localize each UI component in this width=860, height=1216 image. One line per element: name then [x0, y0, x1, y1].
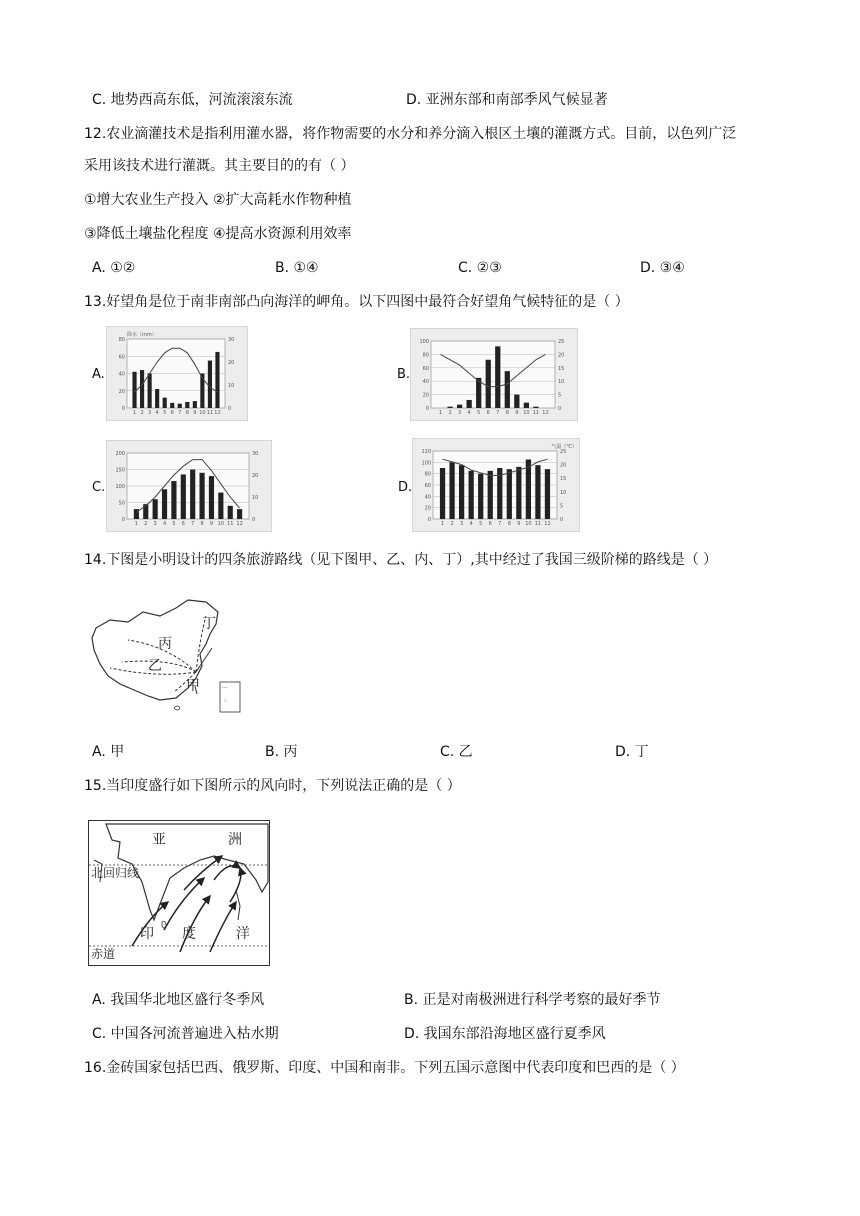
month-tick-label-a-8: 8: [185, 410, 189, 416]
q14-stem: 14.下图是小明设计的四条旅游路线（见下图甲、乙、内、丁）,其中经过了我国三级阶梯的路线是（ ）: [84, 552, 718, 568]
precip-bar-a-7: [178, 404, 182, 408]
map-label-bing: 丙: [158, 636, 172, 652]
month-tick-label-a-5: 5: [163, 410, 167, 416]
precip-bar-d-1: [440, 468, 445, 519]
month-tick-label-c-11: 11: [227, 521, 234, 527]
month-tick-label-d-9: 9: [517, 521, 521, 527]
precip-bar-b-6: [486, 360, 491, 408]
precip-bar-c-8: [199, 473, 204, 519]
precip-bar-a-12: [215, 352, 219, 408]
temp-tick-label-a-2: 10: [228, 383, 235, 389]
q14-option-b: B. 丙: [265, 744, 298, 760]
month-tick-label-a-2: 2: [140, 410, 144, 416]
month-tick-label-b-2: 2: [448, 410, 452, 416]
q12-option-c: C. ②③: [458, 260, 502, 276]
map-label-jia: 甲: [186, 678, 200, 694]
temp-tick-label-d-0: 25: [560, 449, 567, 455]
climate-chart-c-svg: [107, 441, 271, 531]
month-tick-label-c-10: 10: [217, 521, 225, 527]
q15-stem: 15.当印度盛行如下图所示的风向时，下列说法正确的是（ ）: [84, 778, 461, 794]
precip-bar-a-5: [163, 398, 167, 408]
q12-items-line2: ③降低土壤盐化程度 ④提高水资源利用效率: [84, 226, 352, 242]
month-tick-label-a-1: 1: [132, 410, 137, 416]
q15-option-d: D. 我国东部沿海地区盛行夏季风: [404, 1026, 606, 1042]
q12-option-d: D. ③④: [640, 260, 685, 276]
temp-tick-label-c-0: 30: [252, 451, 259, 457]
month-tick-label-d-12: 12: [544, 521, 551, 527]
precip-bar-b-9: [514, 395, 519, 408]
month-tick-label-b-11: 11: [532, 410, 540, 416]
month-tick-label-d-10: 10: [525, 521, 532, 527]
month-tick-label-d-8: 8: [507, 521, 511, 527]
month-tick-label-b-9: 9: [515, 410, 519, 416]
precip-bar-a-3: [148, 374, 152, 409]
q13-label-c: C.: [92, 480, 106, 495]
month-tick-label-c-2: 2: [144, 521, 148, 527]
q13-label-a: A.: [92, 367, 105, 382]
precip-tick-label-a-3: 20: [118, 388, 125, 395]
climate-chart-b: [410, 328, 578, 421]
q15-option-b: B. 正是对南极洲进行科学考察的最好季节: [404, 992, 661, 1008]
q14-option-d: D. 丁: [615, 744, 649, 760]
map-label-ya: 亚: [152, 832, 166, 848]
temp-tick-label-a-3: 0: [228, 406, 232, 412]
month-tick-label-c-3: 3: [153, 521, 157, 527]
q15-option-c: C. 中国各河流普遍进入枯水期: [92, 1026, 279, 1042]
month-tick-label-c-7: 7: [191, 521, 195, 527]
q13-stem: 13.好望角是位于南非南部凸向海洋的岬角。以下四图中最符合好望角气候特征的是（ ）: [84, 294, 629, 310]
q12-option-b: B. ①④: [275, 260, 319, 276]
map-label-ding: 丁: [202, 616, 216, 632]
precip-bar-d-10: [526, 460, 531, 520]
month-tick-label-d-2: 2: [450, 521, 454, 527]
temp-tick-label-c-1: 20: [252, 473, 259, 479]
precip-tick-label-a-1: 60: [118, 354, 125, 361]
precip-tick-label-c-2: 100: [115, 484, 125, 490]
month-tick-label-c-12: 12: [236, 521, 243, 527]
q14-option-a: A. 甲: [92, 744, 125, 760]
precip-bar-c-3: [153, 499, 158, 519]
precip-tick-label-c-4: 0: [121, 517, 125, 523]
precip-bar-d-11: [535, 465, 540, 519]
precip-tick-label-d-0: 120: [421, 449, 431, 455]
month-tick-label-b-7: 7: [496, 410, 500, 416]
precip-tick-label-c-1: 150: [115, 467, 125, 474]
temp-tick-label-d-1: 20: [560, 462, 567, 469]
precip-tick-label-d-5: 20: [424, 505, 431, 512]
temp-tick-label-b-5: 0: [558, 406, 562, 412]
month-tick-label-c-1: 1: [134, 521, 138, 527]
month-tick-label-b-12: 12: [542, 410, 549, 416]
month-tick-label-b-1: 1: [438, 410, 443, 416]
q12-items-line1: ①增大农业生产投入 ②扩大高耗水作物种植: [84, 192, 352, 208]
q11-option-d: D. 亚洲东部和南部季风气候显著: [406, 92, 608, 108]
month-tick-label-d-4: 4: [469, 521, 473, 527]
temp-tick-label-b-0: 25: [558, 339, 565, 345]
precip-bar-a-4: [155, 389, 159, 408]
q12-stem-line2: 采用该技术进行灌溉。其主要目的的有（ ）: [84, 158, 355, 174]
temp-tick-label-d-5: 0: [560, 517, 564, 523]
map-label-equator: 赤道: [91, 947, 116, 961]
india-monsoon-map: [88, 820, 270, 966]
temp-tick-label-a-1: 20: [228, 360, 235, 366]
precip-bar-b-7: [495, 346, 500, 408]
precip-tick-label-d-4: 40: [424, 494, 431, 501]
precip-bar-c-4: [162, 489, 167, 519]
month-tick-label-b-5: 5: [477, 410, 481, 416]
climate-chart-d: [412, 438, 580, 532]
month-tick-label-a-6: 6: [170, 410, 174, 416]
precip-bar-b-4: [467, 400, 472, 408]
precip-tick-label-b-4: 20: [422, 392, 429, 399]
q12-option-a: A. ①②: [92, 260, 136, 276]
q11-option-c: C. 地势西高东低，河流滚滚东流: [92, 92, 293, 108]
precip-tick-label-d-6: 0: [427, 517, 431, 523]
precip-bar-c-10: [218, 493, 223, 519]
precip-bar-c-11: [228, 506, 233, 519]
temp-tick-label-b-4: 5: [558, 392, 562, 399]
q12-stem-line1: 12.农业滴灌技术是指利用灌水器，将作物需要的水分和养分滴入根区土壤的灌溉方式。目前，以色列广泛: [84, 126, 737, 142]
precip-bar-d-2: [449, 462, 454, 519]
q13-label-d: D.: [398, 480, 413, 495]
precip-bar-b-10: [524, 403, 529, 408]
precip-bar-c-9: [209, 476, 214, 519]
precip-tick-label-a-2: 40: [118, 371, 125, 378]
precip-axis-title-a: 降水（mm）: [127, 332, 157, 338]
month-tick-label-a-4: 4: [155, 410, 159, 416]
month-tick-label-d-11: 11: [534, 521, 542, 527]
precip-bar-b-3: [457, 405, 462, 408]
india-monsoon-map-svg: [88, 820, 270, 966]
precip-bar-a-2: [140, 370, 144, 408]
month-tick-label-c-9: 9: [209, 521, 214, 527]
precip-tick-label-b-1: 80: [422, 352, 429, 359]
month-tick-label-a-11: 11: [206, 410, 214, 416]
climate-chart-d-svg: [413, 439, 579, 531]
temp-tick-label-c-2: 10: [252, 495, 259, 501]
month-tick-label-b-3: 3: [458, 410, 462, 416]
precip-bar-a-6: [170, 403, 174, 408]
precip-bar-d-12: [545, 469, 550, 519]
climate-chart-c: [106, 440, 272, 532]
precip-bar-c-12: [237, 509, 242, 519]
temp-tick-label-b-3: 10: [558, 379, 565, 386]
precip-bar-b-8: [505, 371, 510, 408]
month-tick-label-c-4: 4: [162, 521, 167, 527]
china-route-map-svg: [88, 598, 248, 724]
month-tick-label-a-12: 12: [214, 410, 221, 416]
q13-label-b: B.: [397, 367, 411, 382]
precip-bar-d-6: [488, 471, 493, 519]
map-label-tropic: 北回归线: [91, 866, 140, 880]
map-label-yin: 印: [140, 926, 154, 942]
climate-chart-a: [106, 326, 248, 421]
precip-bar-b-11: [533, 407, 538, 408]
precip-tick-label-d-3: 60: [424, 483, 431, 489]
climate-chart-a-svg: [107, 327, 247, 420]
temp-axis-title-d: 气温（℃）: [551, 444, 577, 450]
month-tick-label-b-10: 10: [523, 410, 530, 416]
precip-tick-label-c-3: 50: [118, 500, 125, 507]
month-tick-label-d-7: 7: [498, 521, 502, 527]
svg-text:···: ···: [222, 685, 228, 692]
precip-bar-a-8: [185, 402, 189, 408]
precip-tick-label-d-1: 100: [421, 460, 431, 467]
svg-text::·: :·: [224, 698, 228, 704]
map-label-zhou: 洲: [228, 832, 242, 848]
map-label-du: 度: [182, 926, 196, 942]
month-tick-label-b-8: 8: [505, 410, 509, 416]
precip-tick-label-b-0: 100: [419, 339, 429, 345]
precip-bar-c-7: [190, 470, 195, 520]
month-tick-label-a-10: 10: [199, 410, 206, 416]
climate-chart-b-svg: [411, 329, 577, 420]
temp-tick-label-c-3: 0: [252, 517, 256, 523]
precip-bar-d-4: [469, 471, 474, 519]
month-tick-label-c-5: 5: [172, 521, 176, 527]
precip-bar-c-6: [181, 474, 186, 519]
precip-tick-label-b-5: 0: [425, 406, 429, 412]
precip-tick-label-a-4: 0: [121, 406, 125, 412]
precip-tick-label-b-3: 40: [422, 379, 429, 386]
map-label-yang: 洋: [236, 926, 250, 942]
q15-option-a: A. 我国华北地区盛行冬季风: [92, 992, 265, 1008]
q14-option-c: C. 乙: [440, 744, 473, 760]
month-tick-label-b-6: 6: [486, 410, 490, 416]
precip-tick-label-d-2: 80: [424, 471, 431, 478]
month-tick-label-d-5: 5: [479, 521, 483, 527]
temp-tick-label-d-3: 10: [560, 489, 567, 496]
month-tick-label-a-7: 7: [178, 410, 182, 416]
month-tick-label-c-8: 8: [200, 521, 204, 527]
china-route-map: [88, 598, 248, 724]
temp-tick-label-b-2: 15: [558, 365, 565, 372]
precip-bar-d-8: [507, 469, 512, 519]
precip-bar-d-3: [459, 465, 464, 519]
temp-tick-label-b-1: 20: [558, 352, 565, 359]
precip-bar-a-9: [193, 401, 197, 408]
month-tick-label-c-6: 6: [181, 521, 185, 527]
precip-tick-label-a-0: 80: [118, 337, 125, 343]
precip-bar-d-5: [478, 474, 483, 519]
month-tick-label-d-3: 3: [460, 521, 464, 527]
month-tick-label-a-9: 9: [193, 410, 197, 416]
precip-bar-c-5: [171, 481, 176, 519]
precip-tick-label-c-0: 200: [115, 451, 125, 457]
month-tick-label-a-3: 3: [148, 410, 152, 416]
precip-bar-b-2: [447, 407, 452, 408]
precip-bar-d-9: [516, 467, 521, 519]
temp-tick-label-d-4: 5: [560, 503, 564, 510]
month-tick-label-d-6: 6: [488, 521, 492, 527]
temp-tick-label-a-0: 30: [228, 337, 235, 343]
q16-stem: 16.金砖国家包括巴西、俄罗斯、印度、中国和南非。下列五国示意图中代表印度和巴西的是（ ）: [84, 1060, 685, 1076]
month-tick-label-d-1: 1: [440, 521, 445, 527]
precip-bar-a-11: [208, 361, 212, 408]
month-tick-label-b-4: 4: [467, 410, 471, 416]
map-label-yi: 乙: [148, 658, 162, 674]
precip-tick-label-b-2: 60: [422, 365, 429, 372]
temp-tick-label-d-2: 15: [560, 476, 567, 483]
